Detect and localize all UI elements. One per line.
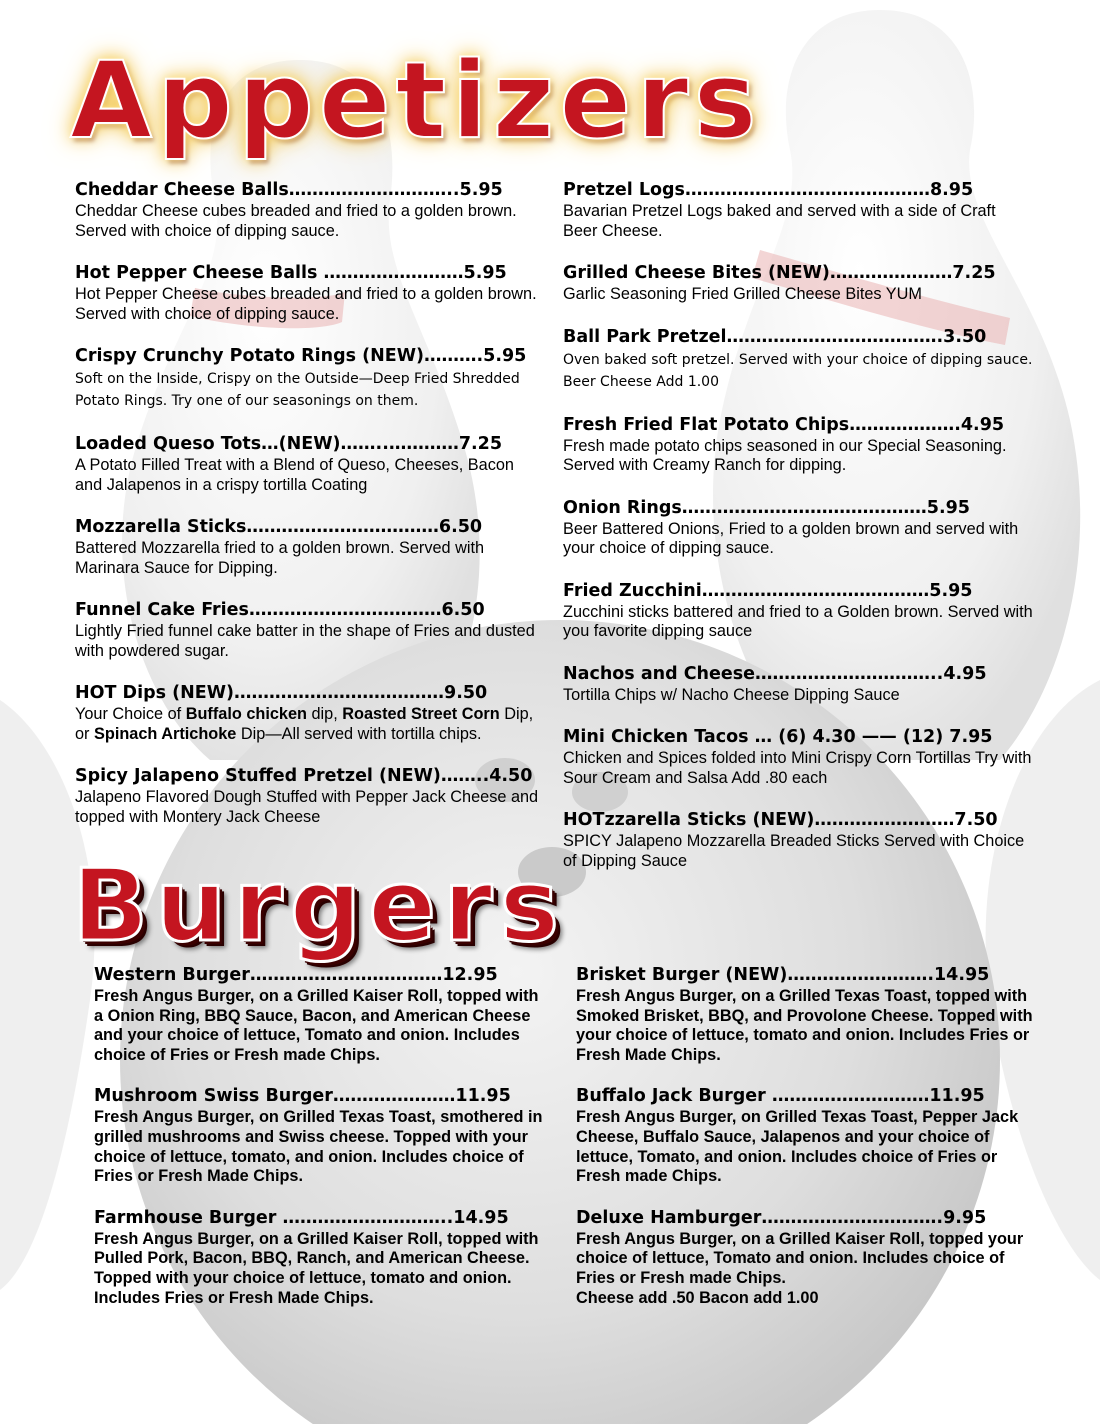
item-description: Beer Battered Onions, Fried to a golden brown and served with your choice of dipping sauce. [563,519,1019,557]
item-title: Pretzel Logs……………………………………8.95 [563,180,974,200]
appetizers-left-column [75,178,545,847]
item-description: Chicken and Spices folded into Mini Crispy Corn Tortillas Try with Sour Cream and Salsa Add .80 each [563,749,1032,787]
item-title: Mini Chicken Tacos … (6) 4.30 —— (12) 7.95 [563,727,993,747]
desc-highlight: Buffalo chicken [185,705,307,723]
appetizers-title: Appetizers [70,39,762,162]
item-title: Buffalo Jack Burger ………………………11.95 [576,1086,985,1107]
menu-item [563,725,1033,788]
menu-item [75,344,545,412]
item-title: Deluxe Hamburger………………………….9.95 [576,1207,987,1228]
desc-text: Dip—All served with tortilla chips. [236,724,482,743]
desc-text: Dip, or [75,705,534,743]
item-description: Fresh Angus Burger, on a Grilled Texas Toast, topped with Smoked Brisket, BBQ, and Provolone Cheese. Topped with your choice of lettuce, tomato and onion. Includes Fries or Fresh Made Chips. [576,987,1033,1064]
menu-item [94,1084,544,1186]
item-title: Crispy Crunchy Potato Rings (NEW)……….5.95 [75,346,527,366]
item-addons: Cheese add .50 Bacon add 1.00 [576,1288,819,1307]
item-title: Mozzarella Sticks……………………………6.50 [75,517,483,537]
item-title: Nachos and Cheese…………………………..4.95 [563,663,987,684]
item-title: Fried Zucchini…………………………………5.95 [563,580,973,601]
menu-item [576,1206,1046,1308]
item-description: A Potato Filled Treat with a Blend of Queso, Cheeses, Bacon and Jalapenos in a crispy tortilla Coating [75,456,514,494]
burgers-right-column [576,963,1046,1327]
item-title: Ball Park Pretzel……………………………….3.50 [563,326,987,347]
menu-item [563,178,1033,241]
item-description: Fresh Angus Burger, on Grilled Texas Toast, smothered in grilled mushrooms and Swiss cheese. Topped with your choice of lettuce, tomato, and onion. Includes choice of Fries or Fresh Made Chips. [94,1108,543,1186]
menu-item [563,325,1033,393]
item-description: Fresh Angus Burger, on a Grilled Kaiser Roll, topped with Pulled Pork, Bacon, BBQ, Ranch, and American Cheese. Topped with your choice of lettuce, tomato and onion. Includes Fries or Fresh Made Chips. [94,1229,539,1307]
item-title: Loaded Queso Tots…(NEW)……..…………7.25 [75,434,503,454]
desc-text: dip, [306,705,343,723]
item-title: Funnel Cake Fries……………………………6.50 [75,600,485,620]
item-title: Grilled Cheese Bites (NEW)…………………7.25 [563,263,996,283]
item-description: Hot Pepper Cheese cubes breaded and fried to a golden brown. Served with choice of dipping sauce. [75,285,537,323]
desc-highlight: Spinach Artichoke [94,724,237,743]
item-title: Onion Rings……………………………………5.95 [563,497,970,518]
item-title: Hot Pepper Cheese Balls ……………………5.95 [75,263,507,283]
item-title: Cheddar Cheese Balls………………………..5.95 [75,180,503,200]
item-description: Garlic Seasoning Fried Grilled Cheese Bites YUM [563,285,922,303]
menu-item [576,963,1046,1065]
desc-highlight: Roasted Street Corn [342,705,500,723]
item-title: Brisket Burger (NEW)…………………….14.95 [576,965,990,985]
item-title: Western Burger……………………………12.95 [94,965,498,985]
desc-text: Your Choice of [75,705,186,723]
item-description: Tortilla Chips w/ Nacho Cheese Dipping Sauce [563,685,900,704]
burgers-title: Burgers [72,847,566,964]
menu-item [75,681,545,744]
item-description: Battered Mozzarella fried to a golden brown. Served with Marinara Sauce for Dipping. [75,539,485,577]
item-description: Bavarian Pretzel Logs baked and served with a side of Craft Beer Cheese. [563,202,996,240]
item-title: Farmhouse Burger ………………………..14.95 [94,1207,509,1228]
menu-item [75,432,545,495]
item-description: Cheddar Cheese cubes breaded and fried to a golden brown. Served with choice of dipping sauce. [75,202,517,240]
item-description: Soft on the Inside, Crispy on the Outside—Deep Fried Shredded Potato Rings. Try one of our seasonings on them. [75,371,520,409]
menu-item [563,579,1033,642]
appetizers-right-column [563,178,1033,891]
menu-item [576,1084,1046,1186]
menu-item [75,178,545,241]
item-description: Zucchini sticks battered and fried to a Golden brown. Served with you favorite dipping sauce [563,602,1033,640]
item-description: Fresh Angus Burger, on Grilled Texas Toast, Pepper Jack Cheese, Buffalo Sauce, Jalapenos and your choice of lettuce, Tomato, and onion. Includes choice of Fries or Fresh made Chips. [576,1108,1019,1186]
menu-item [94,963,544,1065]
menu-item [563,808,1033,871]
item-description: Fresh Angus Burger, on a Grilled Kaiser Roll, topped with a Onion Ring, BBQ Sauce, Bacon, and American Cheese and your choice of lettuce, Tomato and onion. Includes choice of Fries or Fresh made Chips. [94,987,539,1064]
menu-item [75,764,545,827]
item-description: SPICY Jalapeno Mozzarella Breaded Sticks Served with Choice of Dipping Sauce [563,832,1025,870]
item-title: Mushroom Swiss Burger…………………11.95 [94,1086,511,1107]
item-title: HOTzzarella Sticks (NEW)……………………7.50 [563,810,998,830]
menu-item [563,662,1033,706]
item-description: Jalapeno Flavored Dough Stuffed with Pepper Jack Cheese and topped with Montery Jack Cheese [75,788,539,826]
item-description: Oven baked soft pretzel. Served with your choice of dipping sauce. Beer Cheese Add 1.00 [563,351,1033,390]
item-title: Spicy Jalapeno Stuffed Pretzel (NEW)……..4.50 [75,766,533,786]
item-description: Fresh made potato chips seasoned in our Special Seasoning. Served with Creamy Ranch for dipping. [563,436,1007,474]
item-description: Fresh Angus Burger, on a Grilled Kaiser Roll, topped your choice of lettuce, Tomato and onion. Includes choice of Fries or Fresh made Chips. [576,1229,1024,1287]
item-title: HOT Dips (NEW)………………………………9.50 [75,683,488,703]
menu-item [75,598,545,661]
menu-item [563,261,1033,305]
menu-item [75,261,545,324]
menu-item [563,413,1033,476]
menu-item [94,1206,544,1308]
item-title: Fresh Fried Flat Potato Chips……………….4.95 [563,414,1005,435]
item-description [75,705,545,744]
menu-item [75,515,545,578]
burgers-left-column [94,963,544,1327]
item-description: Lightly Fried funnel cake batter in the shape of Fries and dusted with powdered sugar. [75,622,535,660]
menu-item [563,496,1033,559]
